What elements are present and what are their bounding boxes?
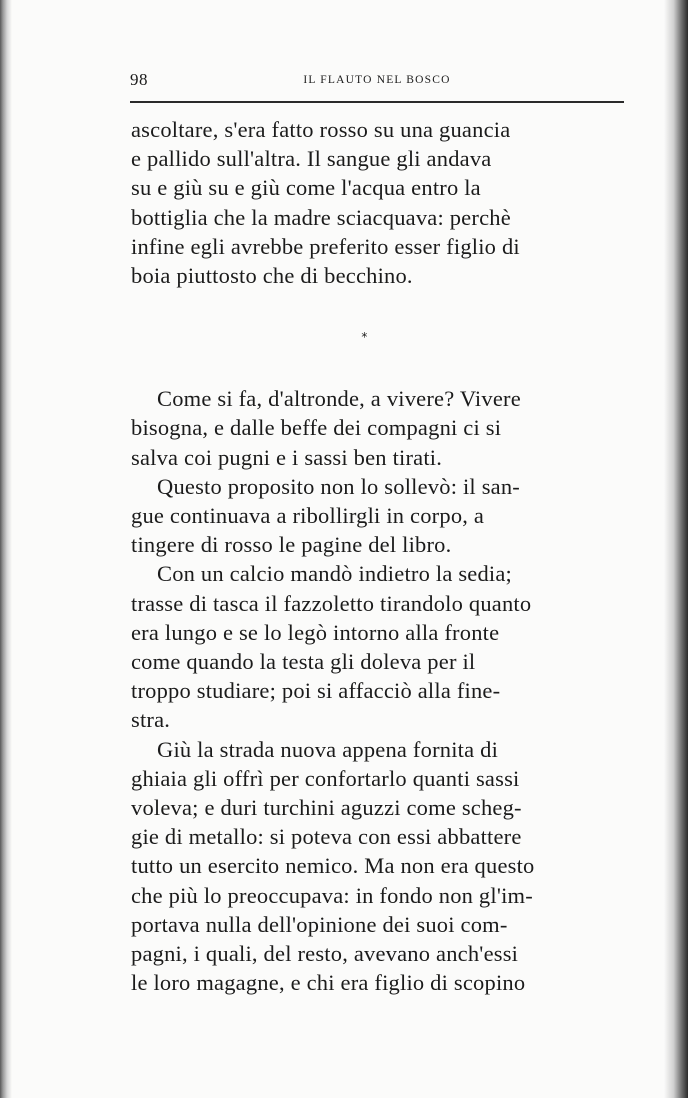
right-page-edge-shadow [664, 0, 688, 1098]
page-header [130, 70, 624, 98]
page-body [131, 115, 626, 997]
header-rule [130, 101, 624, 103]
paragraph-1: ascoltare, s'era fatto rosso su una guancia e pallido sull'altra. Il sangue gli andava su e giù su e giù come l'acqua entro la bottiglia che la madre sciacquava: perchè infine egli avrebbe preferito esser figlio di boia piuttosto che di becchino. [131, 117, 520, 289]
running-title: IL FLAUTO NEL BOSCO [303, 74, 451, 86]
paragraph-3: Questo proposito non lo sollevò: il san- gue continuava a ribollirgli in corpo, a tingere di rosso le pagine del libro. [131, 473, 520, 558]
paragraph-5: Giù la strada nuova appena fornita di ghiaia gli offrì per confortarlo quanti sassi voleva; e duri turchini aguzzi come scheg- gie di metallo: si poteva con essi abbattere tutto un esercito nemico. Ma non era questo che più lo preoccupava: in fondo non gl'im- portava nulla dell'opinione dei suoi com- pagni, i quali, del resto, avevano anch'essi le loro magagne, e chi era figlio di scopino [131, 736, 535, 996]
section-separator: * [361, 330, 368, 345]
page-number: 98 [130, 70, 148, 89]
paragraph-4: Con un calcio mandò indietro la sedia; trasse di tasca il fazzoletto tirandolo quanto era lungo e se lo legò intorno alla fronte come quando la testa gli doleva per il troppo studiare; poi si affacciò alla fine- stra. [131, 561, 532, 733]
left-page-shadow [0, 0, 12, 1098]
paragraph-2: Come si fa, d'altronde, a vivere? Vivere bisogna, e dalle beffe dei compagni ci si salva coi pugni e i sassi ben tirati. [131, 386, 521, 470]
